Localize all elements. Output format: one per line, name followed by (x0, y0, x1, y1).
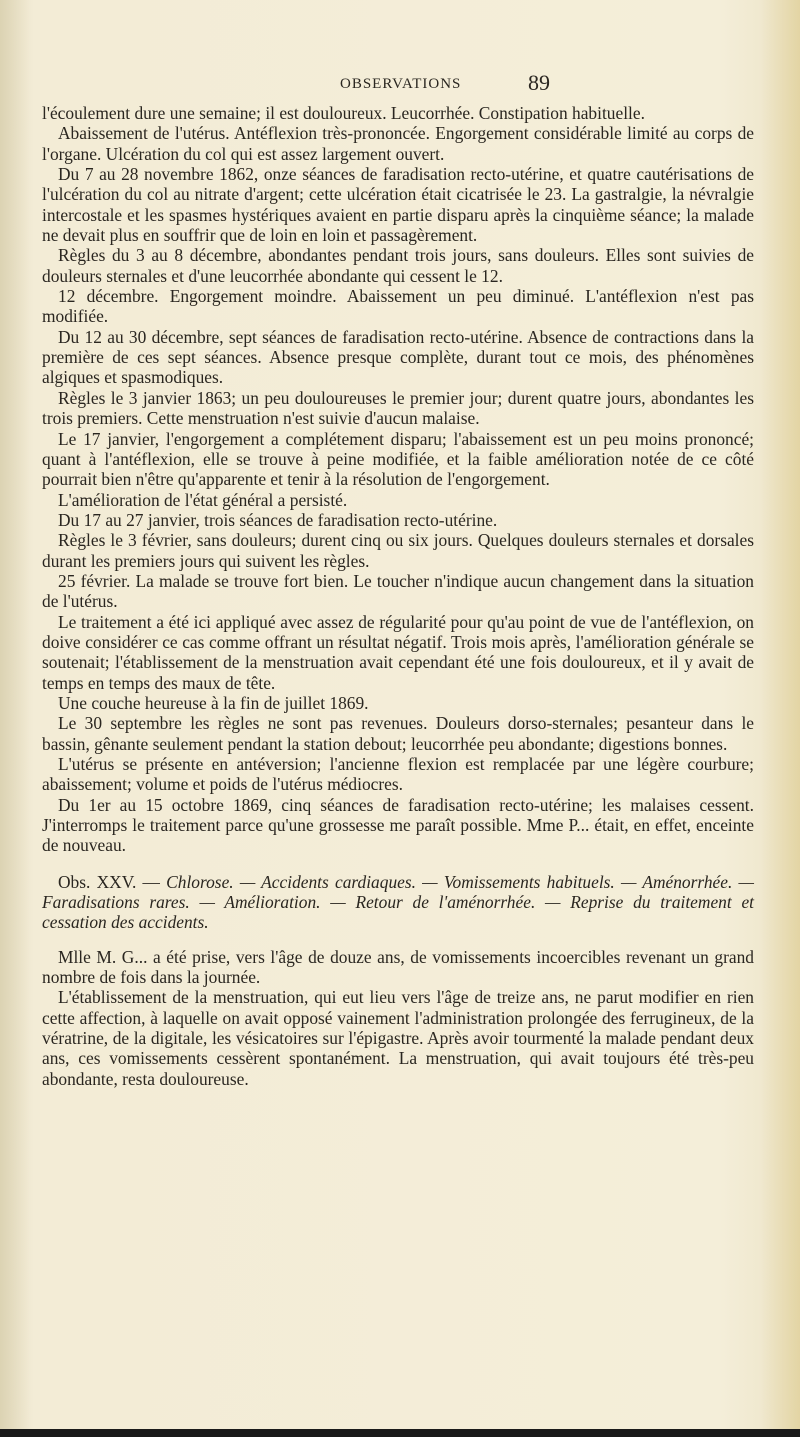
page-right-stain (760, 0, 800, 1437)
paragraph: Du 7 au 28 novembre 1862, onze séances de faradisation recto-utérine, et quatre cautérisations de l'ulcération du col au nitrate d'argent; cette ulcération était cicatrisée le 23. La gastralgie, la névralgie intercostale et les spasmes hystériques avaient en partie disparu après la cinquième séance; la malade ne devait plus en souffrir que de loin en loin et passagèrement. (42, 164, 754, 246)
observation-label: Obs. XXV. — (58, 871, 160, 892)
paragraph: Le traitement a été ici appliqué avec assez de régularité pour qu'au point de vue de l'antéflexion, on doive considérer ce cas comme offrant un résultat négatif. Trois mois après, l'amélioration générale se soutenait; l'établissement de la menstruation avait cependant été une fois douloureux, et il y avait de temps en temps des maux de tête. (42, 611, 754, 693)
paragraph: Abaissement de l'utérus. Antéflexion très-prononcée. Engorgement considérable limité au corps de l'organe. Ulcération du col qui est assez largement ouvert. (42, 123, 754, 164)
observation-title: Chlorose. — Accidents cardiaques. — Vomissements habituels. — Aménorrhée. — Faradisations rares. — Amélioration. — Retour de l'aménorrhée. — Reprise du traitement et cessation des accidents. (42, 871, 754, 933)
paragraph: l'écoulement dure une semaine; il est douloureux. Leucorrhée. Constipation habituelle. (42, 103, 645, 123)
page-left-shadow (0, 0, 34, 1437)
paragraph: 25 février. La malade se trouve fort bien. Le toucher n'indique aucun changement dans la situation de l'utérus. (42, 570, 754, 612)
paragraph: Mlle M. G... a été prise, vers l'âge de douze ans, de vomissements incoercibles revenant un grand nombre de fois dans la journée. (42, 946, 754, 988)
paragraph: L'établissement de la menstruation, qui eut lieu vers l'âge de treize ans, ne parut modifier en rien cette affection, à laquelle on avait opposé vainement l'administration prolongée des ferrugineux, de la vératrine, de la digitale, les vésicatoires sur l'épigastre. Après avoir tourmenté la malade pendant deux ans, ces vomissements cessèrent spontanément. La menstruation, qui avait toujours été très-peu abondante, resta douloureuse. (42, 987, 754, 1089)
paragraph: Règles le 3 janvier 1863; un peu douloureuses le premier jour; durent quatre jours, abondantes les trois premiers. Cette menstruation n'est suivie d'aucun malaise. (42, 387, 754, 429)
page-number: 89 (528, 70, 550, 95)
paragraph: 12 décembre. Engorgement moindre. Abaissement un peu diminué. L'antéflexion n'est pas modifiée. (42, 286, 754, 327)
running-header (0, 72, 800, 102)
paragraph: Le 17 janvier, l'engorgement a complétement disparu; l'abaissement est un peu moins prononcé; quant à l'antéflexion, elle se trouve à peine modifiée, et la faible amélioration notée de ce côté pourrait bien n'être qu'apparente et tenir à la résolution de l'engorgement. (42, 428, 754, 490)
paragraph: Le 30 septembre les règles ne sont pas revenues. Douleurs dorso-sternales; pesanteur dans le bassin, gênante seulement pendant la station debout; leucorrhée peu abondante; digestions bonnes. (42, 713, 754, 754)
paragraph: L'amélioration de l'état général a persisté. (58, 489, 348, 510)
paragraph: Une couche heureuse à la fin de juillet 1869. (58, 692, 369, 713)
paragraph: Du 1er au 15 octobre 1869, cinq séances de faradisation recto-utérine; les malaises cessent. J'interromps le traitement parce qu'une grossesse me paraît possible. Mme P... était, en effet, enceinte de nouveau. (42, 794, 754, 856)
paragraph: Du 17 au 27 janvier, trois séances de faradisation recto-utérine. (58, 509, 498, 530)
paragraph: Règles le 3 février, sans douleurs; durent cinq ou six jours. Quelques douleurs sternales et dorsales durant les premiers jours qui suivent les règles. (42, 530, 754, 571)
running-title: OBSERVATIONS (340, 76, 462, 92)
body-text (42, 103, 754, 1089)
paragraph: Règles du 3 au 8 décembre, abondantes pendant trois jours, sans douleurs. Elles sont suivies de douleurs sternales et d'une leucorrhée abondante qui cessent le 12. (42, 245, 754, 286)
observation-heading (42, 872, 754, 933)
paragraph: L'utérus se présente en antéversion; l'ancienne flexion est remplacée par une légère courbure; abaissement; volume et poids de l'utérus médiocres. (42, 754, 754, 795)
scan-bottom-border (0, 1429, 800, 1437)
paragraph: Du 12 au 30 décembre, sept séances de faradisation recto-utérine. Absence de contractions dans la première de ces sept séances. Absence presque complète, durant tout ce mois, des phénomènes algiques et spasmodiques. (42, 326, 754, 388)
